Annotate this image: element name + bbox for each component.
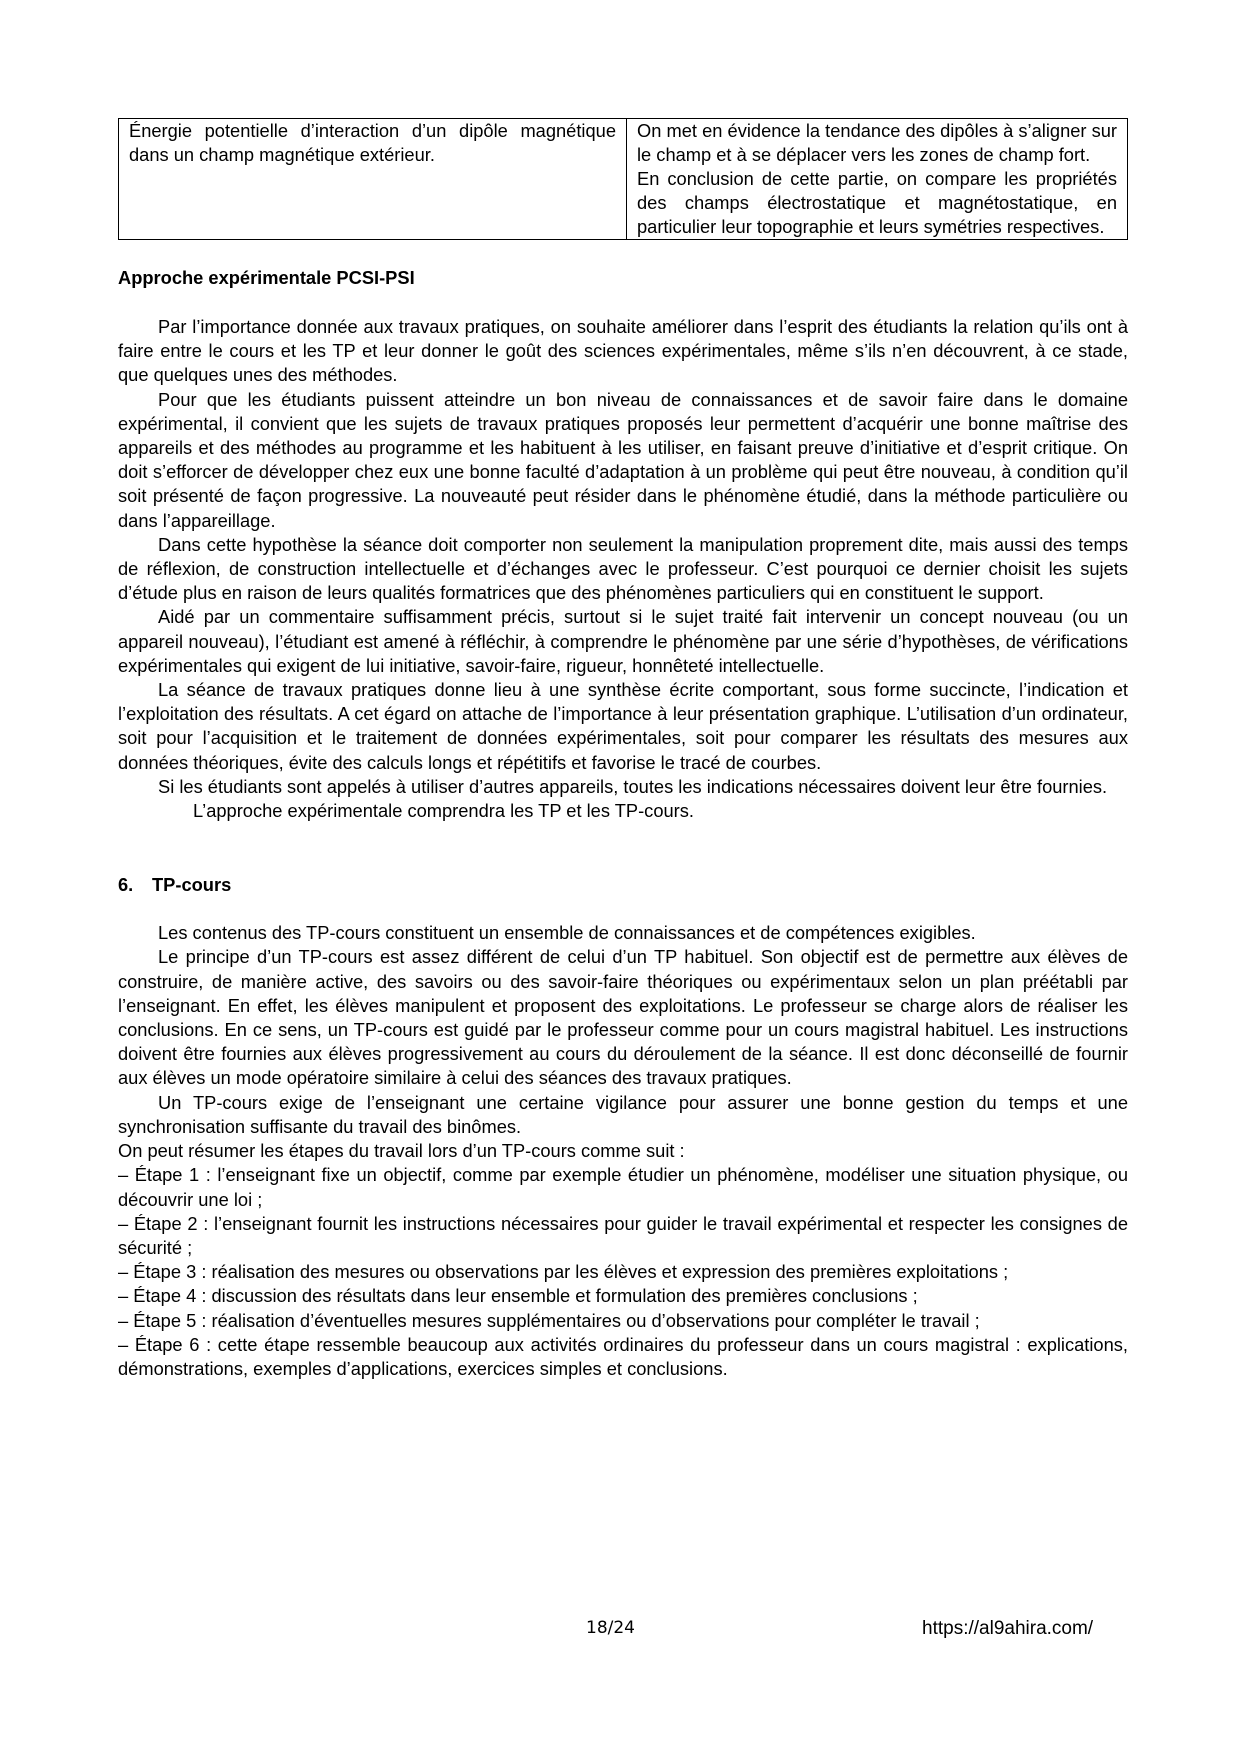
paragraph: Si les étudiants sont appelés à utiliser d’autres appareils, toutes les indications nécessaires doivent leur être fournies.	[158, 775, 1108, 797]
paragraph: Un TP-cours exige de l’enseignant une certaine vigilance pour assurer une bonne gestion du temps et une synchronisation suffisante du travail des binômes.	[118, 1091, 1128, 1137]
program-table	[118, 118, 1128, 240]
page-footer	[0, 1618, 1240, 1648]
table-cell-comments	[627, 119, 1128, 240]
step-item: – Étape 3 : réalisation des mesures ou observations par les élèves et expression des premières exploitations ;	[118, 1261, 1009, 1283]
paragraph: Aidé par un commentaire suffisamment précis, surtout si le sujet traité fait intervenir un concept nouveau (ou un appareil nouveau), l’étudiant est amené à réfléchir, à comprendre le phénomène par une série d’hypothèses, de vérifications expérimentales qui exigent de lui initiative, savoir-faire, rigueur, honnêteté intellectuelle.	[118, 606, 1128, 676]
paragraph: Le principe d’un TP-cours est assez différent de celui d’un TP habituel. Son objectif est de permettre aux élèves de construire, de manière active, des savoirs ou des savoir-faire théoriques ou expérimentaux selon un plan préétabli par l’enseignant. En effet, les élèves manipulent et proposent des exploitations. Le professeur se charge alors de réaliser les conclusions. En ce sens, un TP-cours est guidé par le professeur comme pour un cours magistral habituel. Les instructions doivent être fournies aux élèves progressivement au cours du déroulement de la séance. Il est donc déconseillé de fournir aux élèves un mode opératoire similaire à celui des séances des travaux pratiques.	[118, 946, 1128, 1089]
paragraph: Dans cette hypothèse la séance doit comporter non seulement la manipulation proprement dite, mais aussi des temps de réflexion, de construction intellectuelle et d’échanges avec le professeur. C’est pourquoi ce dernier choisit les sujets d’étude plus en raison de leurs qualités formatrices que des phénomènes particuliers qui en constituent le support.	[118, 533, 1128, 604]
table-row	[119, 119, 1128, 240]
section-title: TP-cours	[152, 874, 232, 896]
paragraph-closing: L’approche expérimentale comprendra les TP et les TP-cours.	[193, 800, 694, 822]
step-item: – Étape 5 : réalisation d’éventuelles mesures supplémentaires ou d’observations pour compléter le travail ;	[118, 1309, 980, 1331]
steps-intro: On peut résumer les étapes du travail lors d’un TP-cours comme suit :	[118, 1140, 685, 1162]
paragraph: Par l’importance donnée aux travaux pratiques, on souhaite améliorer dans l’esprit des étudiants la relation qu’ils ont à faire entre le cours et les TP et leur donner le goût des sciences expérimentales, même s’ils n’en découvrent, à ce stade, que quelques unes des méthodes.	[118, 316, 1128, 386]
page-number: 18/24	[586, 1618, 635, 1638]
step-item: – Étape 2 : l’enseignant fournit les instructions nécessaires pour guider le travail expérimental et respecter les consignes de sécurité ;	[118, 1212, 1128, 1258]
paragraph: Pour que les étudiants puissent atteindre un bon niveau de connaissances et de savoir faire dans le domaine expérimental, il convient que les sujets de travaux pratiques proposés leur permettent d’acquérir une bonne maîtrise des appareils et des méthodes au programme et les habituent à les utiliser, en faisant preuve d’initiative et d’esprit critique. On doit s’efforcer de développer chez eux une bonne faculté d’adaptation à un problème qui peut être nouveau, à condition qu’il soit présenté de façon progressive. La nouveauté peut résider dans le phénomène étudié, dans la méthode particulière ou dans l’appareillage.	[118, 388, 1128, 531]
step-item: – Étape 1 : l’enseignant fixe un objectif, comme par exemple étudier un phénomène, modéliser une situation physique, ou découvrir une loi ;	[118, 1164, 1128, 1210]
table-cell-content: Énergie potentielle d’interaction d’un dipôle magnétique dans un champ magnétique extérieur.	[119, 119, 627, 240]
table-comment-2: En conclusion de cette partie, on compare les propriétés des champs électrostatique et magnétostatique, en particulier leur topographie et leurs symétries respectives.	[637, 168, 1117, 237]
section-number: 6.	[118, 874, 134, 896]
paragraph: Les contenus des TP-cours constituent un ensemble de connaissances et de compétences exigibles.	[158, 922, 976, 944]
document-page	[118, 118, 1128, 1381]
table-comment-1: On met en évidence la tendance des dipôles à s’aligner sur le champ et à se déplacer vers les zones de champ fort.	[637, 120, 1117, 165]
section-heading-tp-cours	[118, 873, 1128, 897]
step-item: – Étape 6 : cette étape ressemble beaucoup aux activités ordinaires du professeur dans un cours magistral : explications, démonstrations, exemples d’applications, exercices simples et conclusions.	[118, 1333, 1128, 1379]
section-heading-approche: Approche expérimentale PCSI-PSI	[118, 267, 415, 288]
paragraph: La séance de travaux pratiques donne lieu à une synthèse écrite comportant, sous forme succincte, l’indication et l’exploitation des résultats. A cet égard on attache de l’importance à leur présentation graphique. L’utilisation d’un ordinateur, soit pour l’acquisition et le traitement de données expérimentales, soit pour comparer les résultats des mesures aux données théoriques, évite des calculs longs et répétitifs et favorise le tracé de courbes.	[118, 679, 1128, 773]
step-item: – Étape 4 : discussion des résultats dans leur ensemble et formulation des premières conclusions ;	[118, 1285, 918, 1307]
footer-link[interactable]: https://al9ahira.com/	[922, 1618, 1094, 1639]
